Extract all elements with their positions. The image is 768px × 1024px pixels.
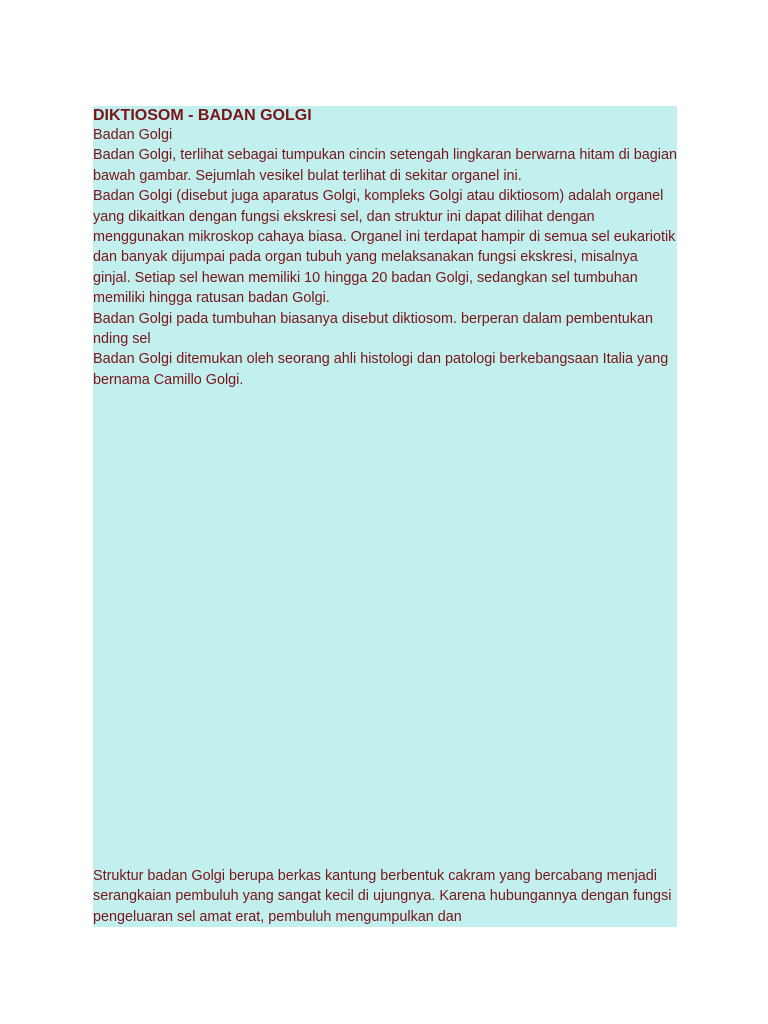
paragraph-definition: Badan Golgi (disebut juga aparatus Golgi, kompleks Golgi atau diktiosom) adalah organel yang dikaitkan dengan fungsi ekskresi sel, dan struktur ini dapat dilihat dengan menggunakan mikroskop cahaya biasa. Organel ini terdapat hampir di semua sel eukariotik dan banyak dijumpai pada organ tubuh yang melaksanakan fungsi ekskresi, misalnya ginjal. Setiap sel hewan memiliki 10 hingga 20 badan Golgi, sedangkan sel tumbuhan memiliki hingga ratusan badan Golgi. [93,188,676,307]
document-panel [93,106,677,927]
top-text-block [93,106,677,390]
paragraph-discovery: Badan Golgi ditemukan oleh seorang ahli histologi dan patologi berkebangsaan Italia yang bernama Camillo Golgi. [93,351,669,388]
bottom-text-block [93,866,677,927]
paragraph-image-caption: Badan Golgi, terlihat sebagai tumpukan cincin setengah lingkaran berwarna hitam di bagian bawah gambar. Sejumlah vesikel bulat terlihat di sekitar organel ini. [93,147,677,184]
paragraph-plant-golgi: Badan Golgi pada tumbuhan biasanya disebut diktiosom. berperan dalam pembentukan nding sel [93,310,654,348]
document-title: DIKTIOSOM - BADAN GOLGI [93,107,312,124]
blank-image-area [93,396,677,856]
paragraph-structure: Struktur badan Golgi berupa berkas kantung berbentuk cakram yang bercabang menjadi serangkaian pembuluh yang sangat kecil di ujungnya. Karena hubungannya dengan fungsi pengeluaran sel amat erat, pembuluh mengumpulkan dan [93,868,672,925]
paragraph-subtitle: Badan Golgi [93,127,173,143]
